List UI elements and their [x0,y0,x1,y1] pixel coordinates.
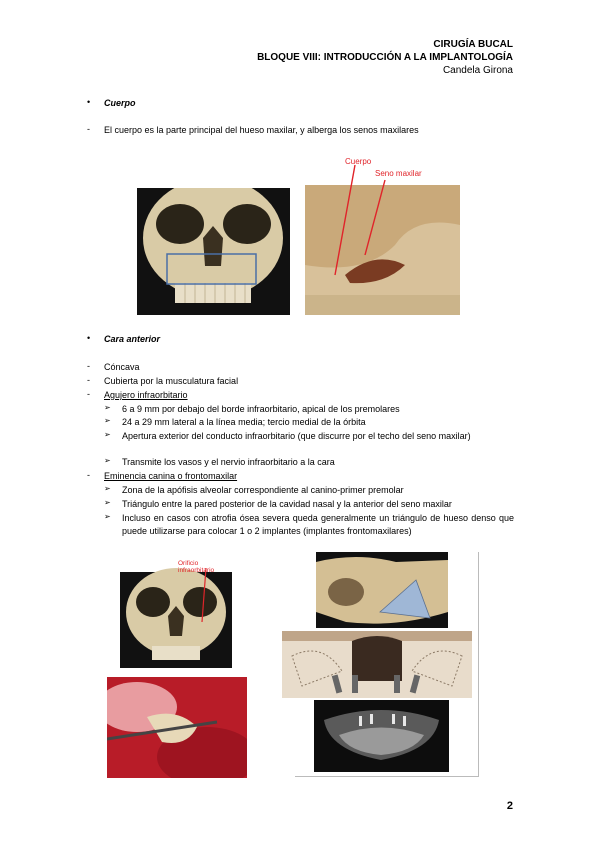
item-eminencia-canina: Eminencia canina o frontomaxilar [104,471,238,481]
dash-3: - [87,389,90,399]
arrow-icon: ➢ [104,512,111,521]
dash-1: - [87,361,90,371]
item-concava: Cóncava [104,362,140,372]
arrow-icon: ➢ [104,498,111,507]
skull-front-image [137,188,290,315]
dash-cuerpo: - [87,124,90,134]
label-seno-maxilar: Seno maxilar [375,169,422,178]
canina-sub-3: Incluso en casos con atrofia ósea severa queda generalmente un triángulo de hueso denso que puede utilizarse para colocar 1 o 2 implantes (implantes frontomaxilares) [122,513,514,536]
label-cuerpo: Cuerpo [345,157,372,166]
arrow-icon: ➢ [104,456,111,465]
item-musculatura: Cubierta por la musculatura facial [104,376,239,386]
heading-cuerpo: Cuerpo [104,98,136,108]
label-orificio-infraorbitario: Orificio infraorbitario [178,560,215,574]
figure-divider [295,776,479,777]
implant-schematic-image [282,631,472,698]
header-author: Candela Girona [442,65,513,76]
dash-2: - [87,375,90,385]
infra-sub-2: 24 a 29 mm lateral a la línea media; tercio medial de la órbita [122,417,366,427]
skull-infraorbital-image [120,560,232,668]
heading-cara-anterior: Cara anterior [104,334,161,344]
maxilla-triangle-image [316,552,448,628]
infra-sub-1: 6 a 9 mm por debajo del borde infraorbitario, apical de los premolares [122,404,400,414]
item-agujero-infraorbitario: Agujero infraorbitario [104,390,188,400]
panoramic-xray-image [314,700,449,772]
bullet-cara-anterior: • [87,333,91,343]
cuerpo-text: El cuerpo es la parte principal del hueso maxilar, y alberga los senos maxilares [104,125,419,135]
arrow-icon: ➢ [104,430,111,439]
canina-sub-2: Triángulo entre la pared posterior de la cavidad nasal y la anterior del seno maxilar [122,499,452,509]
page-number: 2 [506,800,513,812]
surgical-photo [107,677,247,778]
figure-divider [478,552,479,776]
arrow-icon: ➢ [104,403,111,412]
infra-sub-3: Apertura exterior del conducto infraorbitario (que discurre por el techo del seno maxilar) [122,431,471,441]
arrow-icon: ➢ [104,416,111,425]
dash-4: - [87,470,90,480]
maxilla-section-image [305,155,460,315]
arrow-icon: ➢ [104,484,111,493]
infra-sub-4: Transmite los vasos y el nervio infraorbitario a la cara [122,457,335,467]
header-title: CIRUGÍA BUCAL [433,39,513,50]
canina-sub-1: Zona de la apófisis alveolar correspondiente al canino-primer premolar [122,485,404,495]
header-subtitle: BLOQUE VIII: INTRODUCCIÓN A LA IMPLANTOLOGÍA [257,52,513,63]
bullet-cuerpo: • [87,97,91,107]
